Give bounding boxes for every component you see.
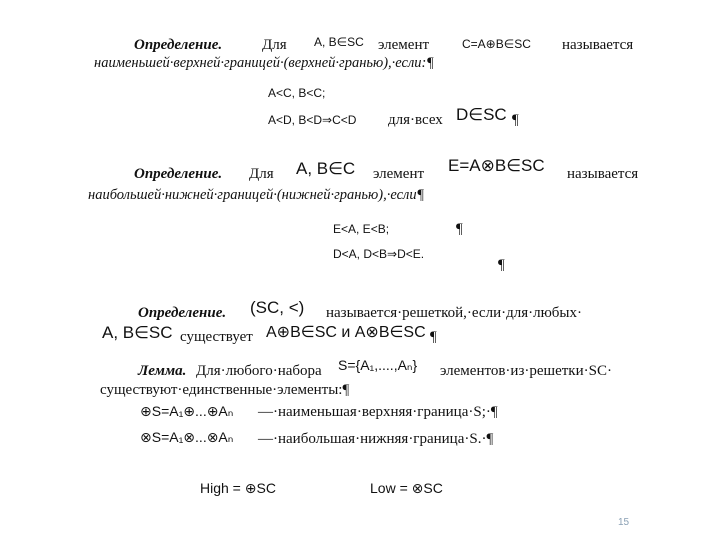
def3-pair: (SC, <) — [250, 298, 305, 317]
def3-set: A, B∈SC — [102, 323, 173, 342]
def1-pilcrow: ¶ — [512, 112, 519, 128]
def3-label: Определение. — [138, 305, 227, 321]
def3-text1: называется·решеткой,·если·для·любых· — [326, 305, 583, 321]
def3-formula: A⊕B∈SC и A⊗B∈SC — [266, 324, 426, 341]
def1-element: элемент — [378, 37, 430, 53]
page-number: 15 — [618, 517, 630, 528]
lemma-text1: Для·любого·набора — [196, 363, 322, 379]
def1-cond1: A<C, B<C; — [268, 86, 326, 100]
def1-called: называется — [562, 37, 634, 53]
def2-line2: наибольшей·нижней·границей·(нижней·гранью),·если¶ — [88, 187, 425, 203]
def1-for-all: для·всех — [388, 112, 443, 128]
lemma-set: S={A₁,....,Aₙ} — [338, 357, 418, 373]
lemma-sup-text: —·наименьшая·верхняя·граница·S;·¶ — [258, 404, 498, 420]
def1-set2: D∈SC — [456, 105, 507, 124]
def1-label: Определение. — [134, 37, 223, 53]
def2-element: элемент — [373, 166, 425, 182]
lemma-text2: элементов·из·решетки·SC· — [440, 363, 612, 379]
def2-pilcrow-2: ¶ — [498, 257, 505, 273]
low-formula: Low = ⊗SC — [370, 480, 443, 496]
lemma-line2: существуют·единственные·элементы:¶ — [100, 382, 350, 398]
def1-formula: C=A⊕B∈SC — [462, 37, 531, 51]
def2-label: Определение. — [134, 166, 223, 182]
def1-set: A, B∈SC — [314, 35, 364, 49]
lemma-label: Лемма. — [138, 363, 187, 379]
def2-called: называется — [567, 166, 639, 182]
lemma-sup: ⊕S=A₁⊕...⊕Aₙ — [140, 403, 234, 419]
def3-pilcrow: ¶ — [430, 329, 437, 345]
def3-exists: существует — [180, 329, 253, 345]
def2-cond1: E<A, E<B; — [333, 222, 390, 236]
def2-formula: E=A⊗B∈SC — [448, 156, 545, 175]
def1-cond2: A<D, B<D⇒C<D — [268, 113, 357, 127]
def2-for: Для — [249, 166, 274, 182]
def1-line2: наименьшей·верхней·границей·(верхней·гранью),·если:¶ — [94, 55, 434, 71]
lemma-inf: ⊗S=A₁⊗...⊗Aₙ — [140, 429, 234, 445]
high-formula: High = ⊕SC — [200, 480, 276, 496]
def2-pilcrow-1: ¶ — [456, 221, 463, 237]
def1-for: Для — [262, 37, 287, 53]
def2-set: A, B∈C — [296, 159, 356, 178]
lemma-inf-text: —·наибольшая·нижняя·граница·S.·¶ — [258, 431, 494, 447]
def2-cond2: D<A, D<B⇒D<E. — [333, 247, 425, 261]
